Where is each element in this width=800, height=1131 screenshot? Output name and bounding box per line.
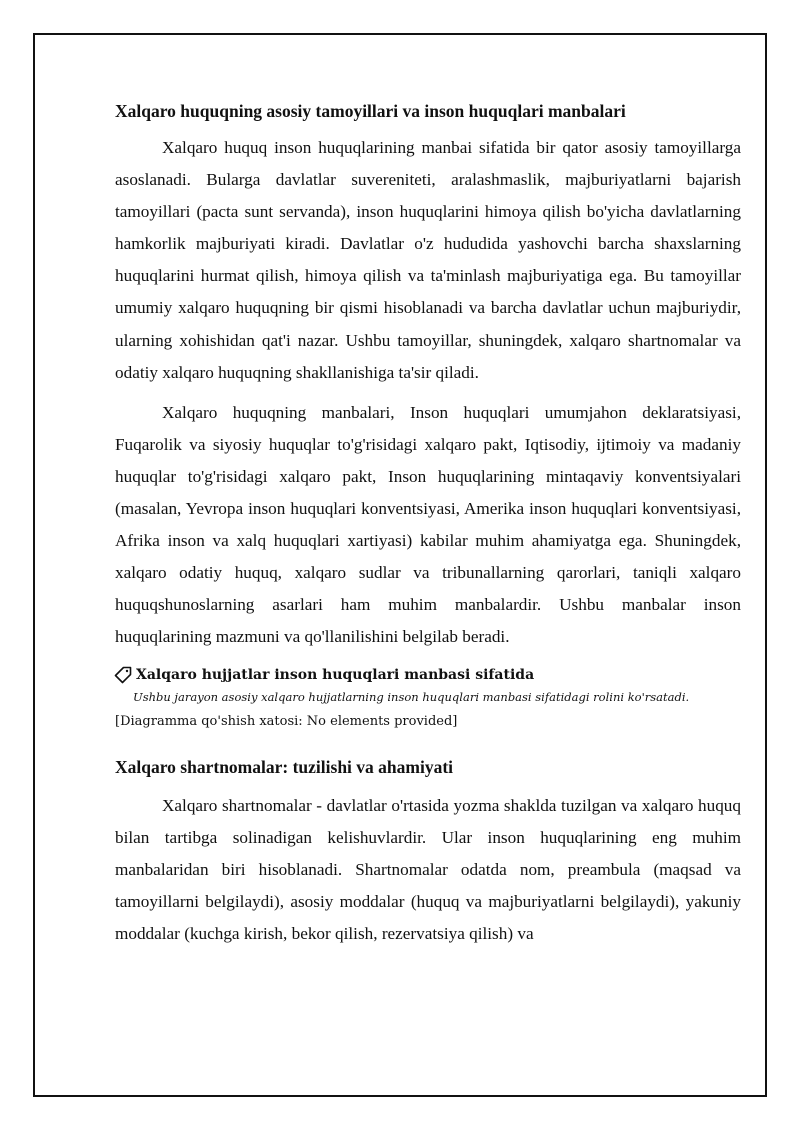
paragraph-principles: Xalqaro huquq inson huquqlarining manbai sifatida bir qator asosiy tamoyillarga asoslanadi. Bularga davlatlar suvereniteti, aralashmaslik, majburiyatlarni bajarish tamoyillari (pacta sunt servanda), inson huquqlarini himoya qilish bo'yicha davlatlarning hamkorlik majburiyati kiradi. Davlatlar o'z hududida yashovchi barcha shaxslarning huquqlarini hurmat qilish, himoya qilish va ta'minlash majburiyatiga ega. Bu tamoyillar umumiy xalqaro huquqning bir qismi hisoblanadi va barcha davlatlar uchun majburiydir, ularning xohishidan qat'i nazar. Ushbu tamoyillar, shuningdek, xalqaro shartnomalar va odatiy xalqaro huquqning shakllanishiga ta'sir qiladi. (115, 138, 741, 382)
diagram-block (115, 664, 741, 734)
paragraph-treaties: Xalqaro shartnomalar - davlatlar o'rtasida yozma shaklda tuzilgan va xalqaro huquq bilan tartibga solinadigan kelishuvlardir. Ular inson huquqlarining eng muhim manbalaridan biri hisoblanadi. Shartnomalar odatda nom, preambula (maqsad va tamoyillarni belgilaydi), asosiy moddalar (huquq va majburiyatlarni belgilaydi), yakuniy moddalar (kuchga kirish, bekor qilish, rezervatsiya qilish) va (115, 795, 741, 943)
document-content (115, 98, 741, 950)
diagram-title-row (114, 664, 741, 686)
diagram-error-message: [Diagramma qo'shish xatosi: No elements provided] (115, 713, 458, 729)
section-heading-principles: Xalqaro huquqning asosiy tamoyillari va inson huquqlari manbalari (115, 101, 626, 121)
section-heading-treaties: Xalqaro shartnomalar: tuzilishi va ahamiyati (115, 756, 454, 777)
diagram-caption: Ushbu jarayon asosiy xalqaro hujjatlarning inson huquqlari manbasi sifatidagi rolini ko'rsatadi. (133, 689, 690, 704)
tag-icon (114, 666, 132, 684)
diagram-title: Xalqaro hujjatlar inson huquqlari manbasi sifatida (136, 666, 535, 683)
paragraph-sources: Xalqaro huquqning manbalari, Inson huquqlari umumjahon deklaratsiyasi, Fuqarolik va siyosiy huquqlar to'g'risidagi xalqaro pakt, Iqtisodiy, ijtimoiy va madaniy huquqlar to'g'risidagi xalqaro pakt, Inson huquqlarining mintaqaviy konventsiyalari (masalan, Yevropa inson huquqlari konventsiyasi, Amerika inson huquqlari konventsiyasi, Afrika inson va xalq huquqlari xartiyasi) kabilar muhim ahamiyatga ega. Shuningdek, xalqaro odatiy huquq, xalqaro sudlar va tribunallarning qarorlari, taniqli xalqaro huquqshunoslarning asarlari ham muhim manbalardir. Ushbu manbalar inson huquqlarining mazmuni va qo'llanilishini belgilab beradi. (115, 402, 741, 647)
